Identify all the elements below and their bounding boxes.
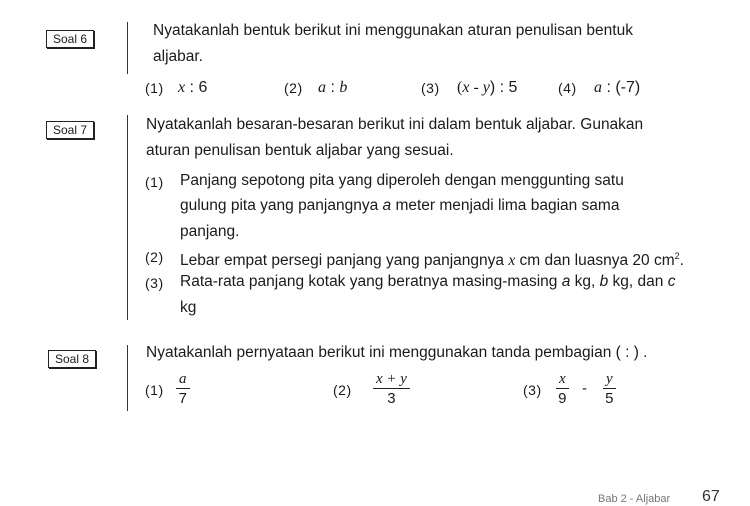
soal-7-divider bbox=[127, 115, 128, 320]
soal-8-item-3-numerator-1: x bbox=[559, 371, 566, 387]
soal-8-item-3-number: (3) bbox=[523, 382, 542, 398]
soal-8-item-2-fraction bbox=[373, 370, 410, 408]
soal-8-item-2-number: (2) bbox=[333, 382, 352, 398]
soal-8-item-3-denominator-2: 5 bbox=[605, 390, 614, 407]
soal-6-item-3-number: (3) bbox=[421, 80, 440, 96]
soal-8-item-3-numerator-2: y bbox=[606, 371, 613, 387]
soal-7-item-3-line-1: Rata-rata panjang kotak yang beratnya masing-masing a kg, b kg, dan c bbox=[180, 273, 676, 290]
soal-8-badge bbox=[48, 350, 96, 368]
footer-chapter: Bab 2 - Aljabar bbox=[598, 493, 671, 505]
soal-8-item-1-fraction bbox=[176, 370, 190, 408]
soal-7-item-1-line-2: gulung pita yang panjangnya a meter menjadi lima bagian sama bbox=[180, 197, 620, 214]
soal-6-item-1-expression: x : 6 bbox=[178, 79, 208, 96]
soal-6-divider bbox=[127, 22, 128, 74]
soal-7-badge bbox=[46, 121, 94, 139]
soal-7-instruction-line-1: Nyatakanlah besaran-besaran berikut ini dalam bentuk aljabar. Gunakan bbox=[146, 116, 644, 133]
soal-7-item-2-number: (2) bbox=[145, 249, 164, 265]
soal-6-instruction-line-2: aljabar. bbox=[153, 48, 203, 65]
soal-8-item-2-numerator: x + y bbox=[376, 371, 407, 387]
soal-8-instruction: Nyatakanlah pernyataan berikut ini menggunakan tanda pembagian ( : ) . bbox=[146, 344, 648, 361]
soal-8-item-1-numerator: a bbox=[179, 371, 187, 387]
soal-7-item-3-line-2: kg bbox=[180, 299, 197, 316]
minus-sign: - bbox=[582, 380, 587, 397]
soal-8-item-1-denominator: 7 bbox=[178, 390, 187, 407]
soal-6-instruction-line-1: Nyatakanlah bentuk berikut ini menggunakan aturan penulisan bentuk bbox=[153, 22, 633, 39]
soal-7-item-1-number: (1) bbox=[145, 174, 164, 190]
soal-7-item-3-number: (3) bbox=[145, 275, 164, 291]
soal-7-label: Soal 7 bbox=[53, 123, 88, 137]
soal-8-label: Soal 8 bbox=[55, 352, 90, 366]
soal-8-item-3-denominator-1: 9 bbox=[558, 390, 567, 407]
soal-6-item-2-number: (2) bbox=[284, 80, 303, 96]
soal-6-item-4-number: (4) bbox=[558, 80, 577, 96]
soal-7-item-1-line-1: Panjang sepotong pita yang diperoleh dengan menggunting satu bbox=[180, 172, 624, 189]
soal-8-item-2-denominator: 3 bbox=[387, 390, 396, 407]
soal-6-item-1-number: (1) bbox=[145, 80, 164, 96]
page-number: 67 bbox=[702, 488, 720, 505]
soal-6-item-3-expression: (x - y) : 5 bbox=[457, 79, 518, 96]
soal-7-instruction-line-2: aturan penulisan bentuk aljabar yang sesuai. bbox=[146, 142, 454, 159]
soal-8-item-3-fraction-1 bbox=[556, 370, 569, 408]
soal-8-divider bbox=[127, 345, 128, 411]
soal-6-item-4-expression: a : (-7) bbox=[594, 79, 641, 96]
soal-6-label: Soal 6 bbox=[53, 32, 88, 46]
soal-8-item-3-fraction-2 bbox=[603, 370, 616, 408]
soal-7-item-2-text: Lebar empat persegi panjang yang panjangnya x cm dan luasnya 20 $cm^2$. bbox=[180, 251, 684, 270]
soal-7-item-1-line-3: panjang. bbox=[180, 223, 240, 240]
soal-8-item-1-number: (1) bbox=[145, 382, 164, 398]
soal-6-badge bbox=[46, 30, 94, 48]
soal-6-item-2-expression: a : b bbox=[318, 79, 348, 96]
